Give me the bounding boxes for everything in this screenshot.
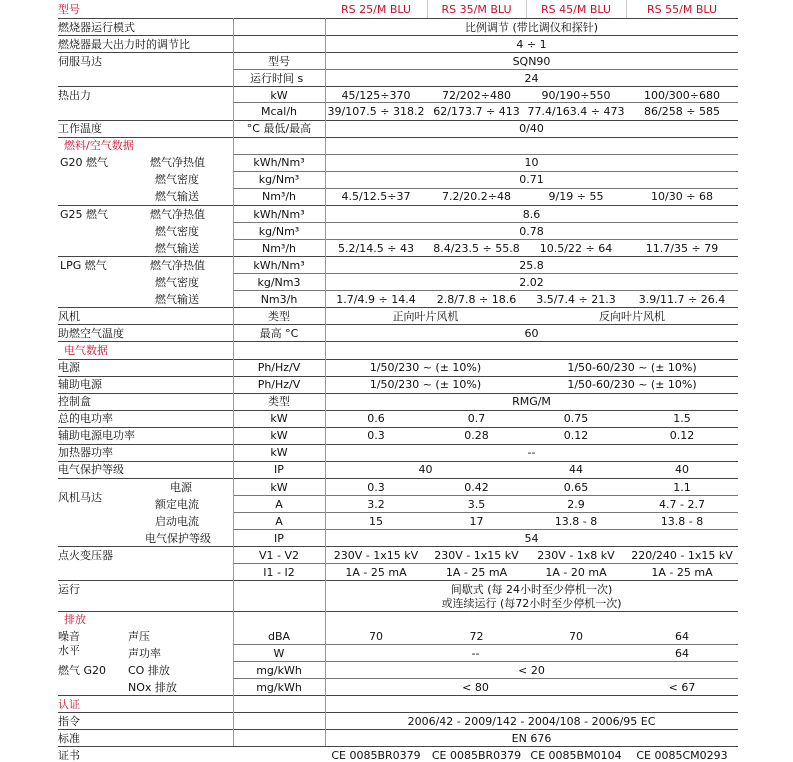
servo-model-label: 型号 (268, 54, 290, 68)
protection-label: 电气保护等级 (58, 462, 124, 476)
sub-row-rule (233, 512, 738, 513)
sub-row-rule (233, 273, 738, 274)
row-rule (58, 393, 738, 394)
row-rule (58, 712, 738, 713)
ignition-i-unit: I1 - I2 (263, 565, 295, 579)
g25-delivery-2: 8.4/23.5 ÷ 55.8 (433, 241, 520, 255)
g20-ncv-value: 10 (524, 155, 539, 169)
row-rule (58, 746, 738, 747)
noise-pressure-2: 72 (469, 629, 484, 643)
model-header-2: RS 35/M BLU (441, 2, 512, 16)
heat-output-kw-4: 100/300÷680 (644, 88, 720, 102)
noise-power-unit: W (273, 646, 285, 660)
sub-row-rule (233, 69, 738, 70)
fan-value-b: 反向叶片风机 (599, 309, 665, 323)
fan-motor-start-1: 15 (369, 514, 383, 528)
nox-label: NOx 排放 (128, 680, 177, 694)
g20-delivery-3: 9/19 ÷ 55 (548, 189, 604, 203)
total-power-2: 0.7 (467, 411, 486, 425)
aux-elec-power-1: 0.3 (367, 428, 385, 442)
aux-elec-power-2: 0.28 (464, 428, 489, 442)
lpg-delivery-1: 1.7/4.9 ÷ 14.4 (336, 292, 416, 306)
working-temp-value: 0/40 (519, 121, 544, 135)
heat-output-kw-3: 90/190÷550 (541, 88, 611, 102)
total-power-label: 总的电功率 (58, 411, 113, 425)
row-rule (58, 324, 738, 325)
directive-label: 指令 (58, 714, 80, 728)
lpg-ncv-unit: kWh/Nm³ (253, 258, 305, 272)
sub-row-rule (233, 661, 738, 662)
g20-density-value: 0.71 (519, 172, 544, 186)
model-header-label: 型号 (58, 2, 80, 16)
noise-pressure-4: 64 (675, 629, 689, 643)
fan-motor-start-unit: A (275, 514, 283, 528)
standard-label: 标准 (58, 731, 80, 745)
fan-motor-power-2: 0.42 (464, 480, 489, 494)
sub-row-rule (233, 495, 738, 496)
noise-power-d: 64 (675, 646, 689, 660)
heat-output-mcal-2: 62/173.7 ÷ 413 (433, 104, 520, 118)
row-rule (58, 611, 738, 612)
heat-output-kw-unit: kW (270, 88, 288, 102)
model-column-rule (526, 0, 527, 18)
g25-ncv-value: 8.6 (522, 207, 541, 221)
noise-power-abc: -- (471, 646, 480, 660)
g25-ncv-unit: kWh/Nm³ (253, 207, 305, 221)
certificate-1: CE 0085BR0379 (331, 748, 421, 762)
g20-delivery-unit: Nm³/h (261, 189, 297, 203)
fan-label: 风机 (58, 309, 80, 323)
air-temp-unit: 最高 °C (259, 326, 299, 340)
sub-row-rule (233, 563, 738, 564)
heat-output-mcal-1: 39/107.5 ÷ 318.2 (327, 104, 425, 118)
working-temp-unit: °C 最低/最高 (246, 121, 312, 135)
model-header-1: RS 25/M BLU (341, 2, 411, 16)
noise-pressure-unit: dBA (267, 629, 291, 643)
protection-value-d: 40 (675, 462, 689, 476)
noise-label-1: 噪音 (58, 629, 80, 643)
fan-motor-rated-3: 2.9 (567, 497, 585, 511)
total-power-1: 0.6 (367, 411, 385, 425)
certificate-label: 证书 (58, 748, 80, 762)
ignition-i-1: 1A - 25 mA (345, 565, 407, 579)
servo-time-label: 运行时间 s (250, 71, 304, 85)
co-value: < 20 (518, 663, 545, 677)
servo-label: 伺服马达 (58, 54, 102, 68)
fan-motor-ip-value: 54 (524, 531, 539, 545)
fuel-section-title: 燃料/空气数据 (64, 138, 134, 152)
heat-output-mcal-4: 86/258 ÷ 585 (644, 104, 720, 118)
row-rule (58, 580, 738, 581)
lpg-density-unit: kg/Nm3 (257, 275, 301, 289)
aux-power-value-a: 1/50/230 ~ (± 10%) (369, 377, 482, 391)
sub-row-rule (233, 171, 738, 172)
standard-value: EN 676 (511, 731, 552, 745)
sub-row-rule (233, 644, 738, 645)
noise-label-2: 水平 (58, 643, 80, 657)
lpg-delivery-2: 2.8/7.8 ÷ 18.6 (436, 292, 517, 306)
turndown-label: 燃烧器最大出力时的调节比 (58, 37, 190, 51)
noise-pressure-3: 70 (569, 629, 583, 643)
ignition-label: 点火变压器 (58, 548, 113, 562)
row-rule (58, 359, 738, 360)
aux-elec-power-3: 0.12 (563, 428, 589, 442)
g20-density-unit: kg/Nm³ (258, 172, 300, 186)
emission-section-title: 排放 (64, 612, 86, 626)
ignition-i-4: 1A - 25 mA (651, 565, 713, 579)
control-box-unit: 类型 (268, 394, 290, 408)
operation-label: 运行 (58, 582, 80, 596)
heat-output-mcal-unit: Mcal/h (260, 104, 297, 118)
row-rule (58, 427, 738, 428)
ignition-i-2: 1A - 25 mA (445, 565, 508, 579)
fan-motor-rated-unit: A (275, 497, 283, 511)
lpg-ncv-value: 25.8 (519, 258, 544, 272)
total-power-3: 0.75 (563, 411, 589, 425)
row-rule (58, 137, 738, 138)
g20-label: G20 燃气 (60, 155, 109, 169)
aux-elec-power-4: 0.12 (669, 428, 695, 442)
sub-row-rule (233, 678, 738, 679)
model-column-rule (626, 0, 627, 18)
fan-value-a: 正向叶片风机 (392, 309, 459, 323)
heater-power-value: -- (527, 445, 536, 459)
co-unit: mg/kWh (256, 663, 302, 677)
model-header-4: RS 55/M BLU (647, 2, 717, 16)
power-value-b: 1/50-60/230 ~ (± 10%) (567, 360, 697, 374)
fan-motor-power-3: 0.65 (563, 480, 589, 494)
ignition-v-4: 220/240 - 1x15 kV (631, 548, 733, 562)
g20-delivery-2: 7.2/20.2÷48 (442, 189, 511, 203)
fan-motor-rated-2: 3.5 (467, 497, 486, 511)
control-box-label: 控制盒 (58, 394, 91, 408)
row-rule (58, 444, 738, 445)
ignition-v-1: 230V - 1x15 kV (333, 548, 419, 562)
operation-line-1: 间歇式 (每 24小时至少停机一次) (450, 582, 613, 596)
control-box-value: RMG/M (512, 394, 551, 408)
fan-motor-rated-1: 3.2 (367, 497, 385, 511)
protection-value-ab: 40 (418, 462, 433, 476)
aux-power-label: 辅助电源 (58, 377, 102, 391)
row-rule (58, 729, 738, 730)
row-rule (58, 478, 738, 479)
emission-g20-label: 燃气 G20 (58, 663, 107, 677)
g25-delivery-label: 燃气输送 (155, 241, 199, 255)
row-rule (58, 86, 738, 87)
g25-label: G25 燃气 (60, 207, 109, 221)
fan-motor-power-1: 0.3 (367, 480, 385, 494)
servo-model-value: SQN90 (512, 54, 551, 68)
lpg-delivery-label: 燃气输送 (155, 292, 199, 306)
sub-row-rule (233, 154, 738, 155)
certificate-3: CE 0085BM0104 (530, 748, 622, 762)
total-power-4: 1.5 (673, 411, 691, 425)
g20-delivery-label: 燃气输送 (155, 189, 199, 203)
operation-mode-label: 燃烧器运行模式 (58, 20, 135, 34)
cert-section-title: 认证 (58, 697, 80, 711)
row-rule (58, 52, 738, 53)
sub-row-rule (233, 290, 738, 291)
nox-value-abc: < 80 (462, 680, 489, 694)
column-rule (325, 18, 326, 746)
lpg-ncv-label: 燃气净热值 (150, 258, 205, 272)
fan-motor-power-label: 电源 (170, 480, 192, 494)
fan-motor-label: 风机马达 (58, 490, 102, 504)
aux-elec-power-unit: kW (270, 428, 288, 442)
fan-motor-start-2: 17 (469, 514, 484, 528)
fan-motor-start-3: 13.8 - 8 (554, 514, 598, 528)
g20-delivery-4: 10/30 ÷ 68 (651, 189, 713, 203)
model-column-rule (427, 0, 428, 18)
ignition-i-3: 1A - 20 mA (545, 565, 607, 579)
operation-line-2: 或连续运行 (每72小时至少停机一次) (441, 596, 622, 610)
noise-power-label: 声功率 (128, 646, 161, 660)
row-rule (58, 695, 738, 696)
g20-ncv-label: 燃气净热值 (150, 155, 205, 169)
sub-row-rule (233, 188, 738, 189)
total-power-unit: kW (270, 411, 288, 425)
g20-density-label: 燃气密度 (155, 172, 199, 186)
g25-density-label: 燃气密度 (155, 224, 199, 238)
ignition-v-3: 230V - 1x8 kV (537, 548, 615, 562)
certificate-4: CE 0085CM0293 (636, 748, 728, 762)
sub-row-rule (233, 102, 738, 103)
lpg-delivery-3: 3.5/7.4 ÷ 21.3 (536, 292, 616, 306)
co-label: CO 排放 (128, 663, 170, 677)
row-rule (58, 341, 738, 342)
g25-delivery-4: 11.7/35 ÷ 79 (645, 241, 719, 255)
lpg-delivery-unit: Nm3/h (260, 292, 298, 306)
row-rule (58, 307, 738, 308)
noise-pressure-label: 声压 (128, 629, 150, 643)
aux-power-value-b: 1/50-60/230 ~ (± 10%) (567, 377, 697, 391)
servo-time-value: 24 (524, 71, 539, 85)
g25-delivery-3: 10.5/22 ÷ 64 (539, 241, 613, 255)
fan-unit: 类型 (268, 309, 290, 323)
ignition-v-unit: V1 - V2 (258, 548, 299, 562)
heat-output-label: 热出力 (58, 88, 91, 102)
heater-power-label: 加热器功率 (58, 445, 113, 459)
row-rule (58, 120, 738, 121)
power-label: 电源 (58, 360, 80, 374)
fan-motor-ip-unit: IP (274, 531, 284, 545)
row-rule (58, 376, 738, 377)
noise-pressure-1: 70 (369, 629, 383, 643)
lpg-density-label: 燃气密度 (155, 275, 199, 289)
heater-power-unit: kW (270, 445, 288, 459)
heat-output-mcal-3: 77.4/163.4 ÷ 473 (527, 104, 625, 118)
power-value-a: 1/50/230 ~ (± 10%) (369, 360, 482, 374)
fan-motor-ip-label: 电气保护等级 (145, 531, 211, 545)
row-rule (58, 35, 738, 36)
power-unit: Ph/Hz/V (257, 360, 301, 374)
fan-motor-power-4: 1.1 (673, 480, 691, 494)
air-temp-value: 60 (524, 326, 539, 340)
column-rule (233, 18, 234, 746)
heat-output-kw-2: 72/202÷480 (442, 88, 511, 102)
fan-motor-power-unit: kW (270, 480, 288, 494)
row-rule (58, 256, 738, 257)
lpg-density-value: 2.02 (519, 275, 544, 289)
g25-density-unit: kg/Nm³ (258, 224, 300, 238)
model-header-3: RS 45/M BLU (541, 2, 611, 16)
protection-unit: IP (274, 462, 284, 476)
ignition-v-2: 230V - 1x15 kV (434, 548, 519, 562)
sub-row-rule (233, 222, 738, 223)
certificate-2: CE 0085BR0379 (431, 748, 522, 762)
g25-ncv-label: 燃气净热值 (150, 207, 205, 221)
row-rule (58, 461, 738, 462)
fan-motor-start-4: 13.8 - 8 (660, 514, 704, 528)
turndown-value: 4 ÷ 1 (516, 37, 547, 51)
aux-elec-power-label: 辅助电源电功率 (58, 428, 135, 442)
g25-density-value: 0.78 (519, 224, 544, 238)
row-rule (58, 410, 738, 411)
sub-row-rule (233, 529, 738, 530)
heat-output-kw-1: 45/125÷370 (341, 88, 411, 102)
working-temp-label: 工作温度 (58, 121, 102, 135)
fan-motor-rated-label: 额定电流 (155, 497, 199, 511)
aux-power-unit: Ph/Hz/V (257, 377, 301, 391)
row-rule (58, 546, 738, 547)
row-rule (58, 18, 738, 19)
nox-value-d: < 67 (668, 680, 696, 694)
g20-ncv-unit: kWh/Nm³ (253, 155, 305, 169)
g25-delivery-unit: Nm³/h (261, 241, 297, 255)
protection-value-c: 44 (569, 462, 583, 476)
operation-mode-value: 比例调节 (带比调仪和探针) (464, 20, 599, 34)
fan-motor-start-label: 启动电流 (155, 514, 199, 528)
sub-row-rule (233, 239, 738, 240)
air-temp-label: 助燃空气温度 (58, 326, 124, 340)
g25-delivery-1: 5.2/14.5 ÷ 43 (338, 241, 414, 255)
lpg-label: LPG 燃气 (60, 258, 107, 272)
electrical-section-title: 电气数据 (64, 343, 108, 357)
lpg-delivery-4: 3.9/11.7 ÷ 26.4 (638, 292, 726, 306)
fan-motor-rated-4: 4.7 - 2.7 (659, 497, 705, 511)
g20-delivery-1: 4.5/12.5÷37 (341, 189, 411, 203)
directive-value: 2006/42 - 2009/142 - 2004/108 - 2006/95 EC (407, 714, 656, 728)
row-rule (58, 205, 738, 206)
nox-unit: mg/kWh (256, 680, 302, 694)
